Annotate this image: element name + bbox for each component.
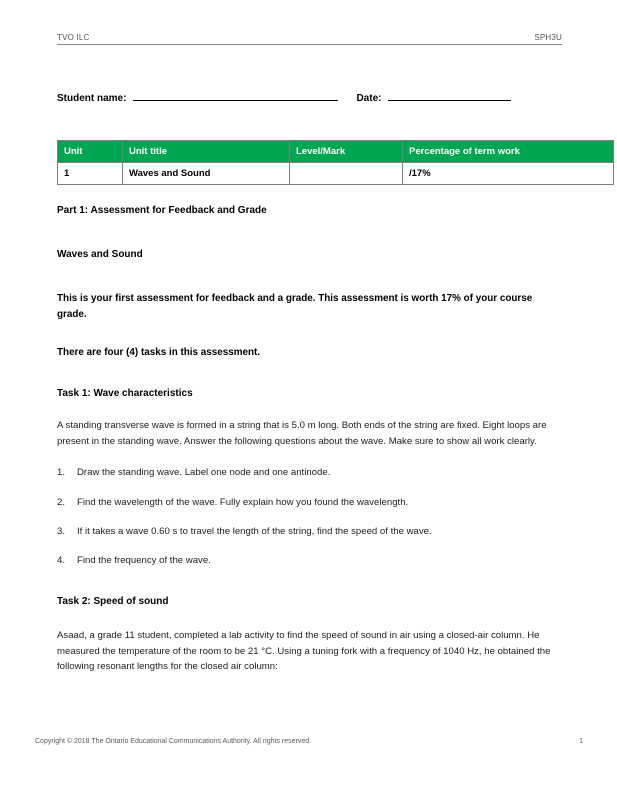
student-name-label: Student name:	[57, 93, 127, 104]
header-organization: TVO ILC	[57, 33, 90, 42]
list-item-number: 4.	[57, 555, 66, 567]
list-item-number: 1.	[57, 467, 66, 479]
spacer	[57, 361, 562, 387]
date-input[interactable]	[388, 91, 511, 101]
cell-level-mark[interactable]	[290, 163, 403, 185]
cell-unit-number: 1	[58, 163, 123, 185]
assessment-intro-paragraph: This is your first assessment for feedback and a grade. This assessment is worth 17% of your course grade.	[57, 293, 533, 320]
unit-subject-heading: Waves and Sound	[57, 248, 143, 260]
list-item	[57, 524, 562, 539]
column-header-level-mark: Level/Mark	[290, 141, 403, 163]
cell-percentage-term: /17%	[403, 163, 614, 185]
footer-page-number: 1	[579, 738, 583, 745]
list-item-text: If it takes a wave 0.60 s to travel the length of the string, find the speed of the wave.	[77, 525, 432, 537]
spacer	[57, 218, 562, 248]
part-1-heading: Part 1: Assessment for Feedback and Grade	[57, 205, 267, 216]
task-1-question-list	[57, 465, 562, 568]
task-2-heading: Task 2: Speed of sound	[57, 595, 169, 607]
task-2-intro-paragraph: Asaad, a grade 11 student, completed a lab activity to find the speed of sound in air using a closed-air column. He measured the temperature of the room to be 21 °C. Using a tuning fork with a frequency of 1040 Hz, he obtained the following resonant lengths for the closed air column:	[57, 630, 551, 673]
footer-copyright: Copyright © 2018 The Ontario Educational Communications Authority. All rights reserved.	[35, 738, 312, 745]
column-header-unit: Unit	[58, 141, 123, 163]
spacer	[57, 261, 562, 291]
list-item-text: Find the frequency of the wave.	[77, 555, 211, 567]
unit-summary-table	[57, 140, 614, 185]
list-item-text: Draw the standing wave. Label one node and one antinode.	[77, 467, 331, 479]
student-identity-line	[57, 91, 562, 104]
date-group	[356, 91, 511, 104]
list-item-number: 2.	[57, 496, 66, 508]
cell-unit-title: Waves and Sound	[123, 163, 290, 185]
table-header-row	[58, 141, 614, 163]
header-course-code: SPH3U	[534, 33, 562, 42]
spacer	[57, 449, 562, 465]
spacer	[57, 569, 562, 595]
list-item	[57, 465, 562, 480]
list-item-text: Find the wavelength of the wave. Fully explain how you found the wavelength.	[77, 496, 409, 508]
spacer	[57, 400, 562, 418]
task-1-heading: Task 1: Wave characteristics	[57, 387, 193, 399]
student-name-input[interactable]	[133, 91, 338, 101]
table-row	[58, 163, 614, 185]
task-count-paragraph: There are four (4) tasks in this assessment.	[57, 346, 261, 358]
spacer	[57, 323, 562, 345]
task-1-intro-paragraph: A standing transverse wave is formed in a string that is 5.0 m long. Both ends of the string are fixed. Eight loops are present in the standing wave. Answer the following questions about the wave. Make sure to show all work clearly.	[57, 420, 547, 447]
date-label: Date:	[356, 93, 382, 104]
list-item	[57, 553, 562, 568]
document-footer	[35, 738, 583, 745]
list-item	[57, 495, 562, 510]
document-body	[57, 204, 562, 675]
column-header-percentage: Percentage of term work	[403, 141, 614, 163]
column-header-unit-title: Unit title	[123, 141, 290, 163]
spacer	[57, 608, 562, 628]
document-header	[57, 33, 562, 45]
list-item-number: 3.	[57, 525, 66, 537]
